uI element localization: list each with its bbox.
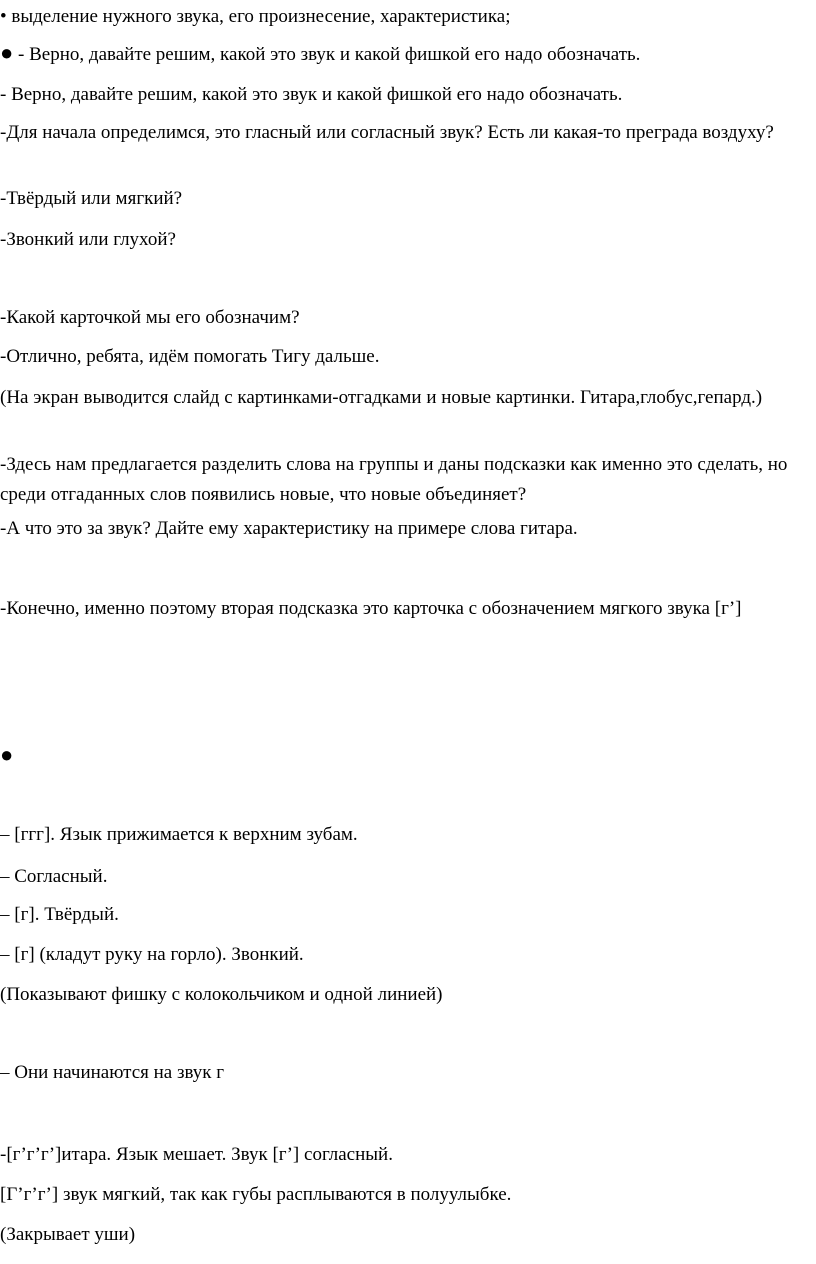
- paragraph: (На экран выводится слайд с картинками-отгадками и новые картинки. Гитара,глобус,гепард.): [0, 387, 763, 408]
- bullet-icon: ●: [0, 40, 14, 65]
- paragraph: -Конечно, именно поэтому вторая подсказка это карточка с обозначением мягкого звука [г’]: [0, 598, 742, 619]
- answer-line: – [г]. Твёрдый.: [0, 904, 119, 925]
- paragraph-text: - Верно, давайте решим, какой это звук и какой фишкой его надо обозначать.: [18, 44, 641, 65]
- paragraph: -Твёрдый или мягкий?: [0, 188, 183, 209]
- bullet-icon: ●: [0, 742, 14, 767]
- paragraph-with-bullet: [0, 38, 800, 70]
- paragraph: -Для начала определимся, это гласный или согласный звук? Есть ли какая-то преграда воздуху?: [0, 122, 774, 143]
- answer-line: (Закрывает уши): [0, 1224, 136, 1245]
- answer-line: -[г’г’г’]итара. Язык мешает. Звук [г’] согласный.: [0, 1144, 393, 1165]
- answer-line: – [ггг]. Язык прижимается к верхним зубам.: [0, 824, 358, 845]
- paragraph: -Какой карточкой мы его обозначим?: [0, 307, 300, 328]
- answer-line: (Показывают фишку с колокольчиком и одной линией): [0, 984, 443, 1005]
- paragraph: -Звонкий или глухой?: [0, 229, 176, 250]
- paragraph: -А что это за звук? Дайте ему характеристику на примере слова гитара.: [0, 518, 578, 539]
- answer-line: [Г’г’г’] звук мягкий, так как губы расплываются в полуулыбке.: [0, 1184, 512, 1205]
- paragraph: -Здесь нам предлагается разделить слова на группы и даны подсказки как именно это сделать, но среди отгаданных слов появились новые, что новые объединяет?: [0, 454, 788, 505]
- paragraph: - Верно, давайте решим, какой это звук и какой фишкой его надо обозначать.: [0, 84, 623, 105]
- paragraph: -Отлично, ребята, идём помогать Тигу дальше.: [0, 346, 380, 367]
- answer-line: – Согласный.: [0, 866, 108, 887]
- paragraph-stage-item: • выделение нужного звука, его произнесение, характеристика;: [0, 6, 511, 27]
- answer-line: – Они начинаются на звук г: [0, 1062, 225, 1083]
- answer-line: – [г] (кладут руку на горло). Звонкий.: [0, 944, 304, 965]
